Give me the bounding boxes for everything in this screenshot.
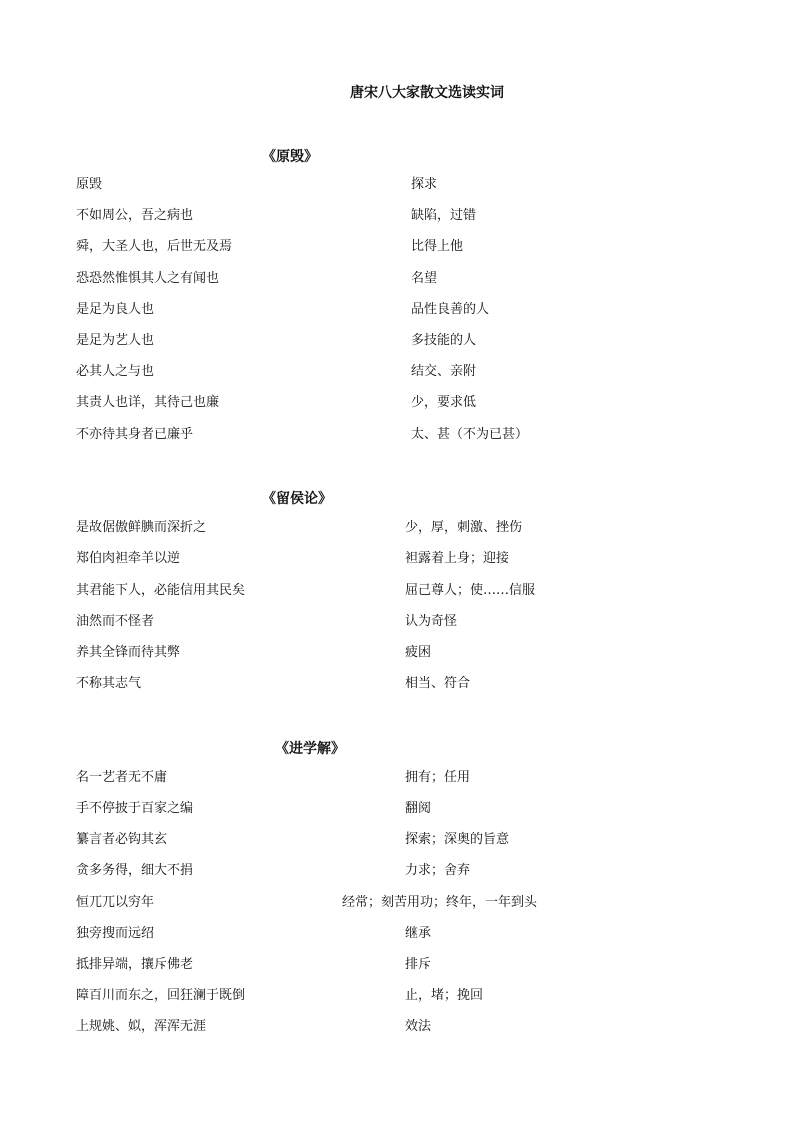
list-item [0,643,794,663]
term: 手不停披于百家之编 [76,801,194,816]
meaning: 品性良善的人 [411,302,490,317]
term: 养其全锋而待其弊 [76,645,181,660]
meaning: 力求；舍弃 [405,863,471,878]
section-heading-jinxuejie: 《进学解》 [275,741,345,757]
list-item [0,861,794,881]
term: 不亦待其身者已廉乎 [76,427,194,442]
meaning: 屈己尊人；使……信服 [405,583,536,598]
list-item [0,612,794,632]
list-item [0,549,794,569]
meaning: 效法 [405,1019,432,1034]
meaning: 多技能的人 [411,333,477,348]
meaning: 止，堵；挽回 [405,988,484,1003]
term: 郑伯肉袒牵羊以逆 [76,551,181,566]
list-item [0,331,794,351]
term: 恐恐然惟惧其人之有闻也 [76,271,220,286]
term: 抵排异端，攘斥佛老 [76,957,194,972]
list-item [0,924,794,944]
meaning: 少，要求低 [411,395,477,410]
meaning: 翻阅 [405,801,432,816]
list-item [0,830,794,850]
list-item [0,206,794,226]
meaning: 探索；深奥的旨意 [405,832,510,847]
meaning: 太、甚（不为已甚） [411,427,529,442]
section-heading-yuanhui: 《原毁》 [262,149,318,165]
list-item [0,955,794,975]
list-item [0,175,794,195]
document-title: 唐宋八大家散文选读实词 [350,85,504,101]
term: 名一艺者无不庸 [76,770,168,785]
list-item [0,986,794,1006]
section-heading-liuhoulun: 《留侯论》 [262,491,332,507]
term: 原毁 [76,177,103,192]
meaning: 探求 [411,177,438,192]
list-item [0,425,794,445]
list-item [0,893,794,913]
term: 其君能下人，必能信用其民矣 [76,583,246,598]
meaning: 疲困 [405,645,432,660]
term: 独旁搜而远绍 [76,926,155,941]
meaning: 缺陷，过错 [411,208,477,223]
term: 是故倨傲鲜腆而深折之 [76,520,207,535]
term: 不称其志气 [76,676,142,691]
term: 油然而不怪者 [76,614,155,629]
meaning: 比得上他 [411,239,464,254]
meaning: 名望 [411,271,438,286]
list-item [0,674,794,694]
list-item [0,269,794,289]
term: 贪多务得，细大不捐 [76,863,194,878]
meaning: 袒露着上身；迎接 [405,551,510,566]
term: 不如周公，吾之病也 [76,208,194,223]
meaning: 继承 [405,926,432,941]
list-item [0,362,794,382]
term: 恒兀兀以穷年 [76,895,155,910]
meaning: 经常；刻苦用功；终年，一年到头 [342,895,538,910]
list-item [0,393,794,413]
list-item [0,799,794,819]
term: 障百川而东之，回狂澜于既倒 [76,988,246,1003]
term: 上规姚、姒，浑浑无涯 [76,1019,207,1034]
meaning: 认为奇怪 [405,614,458,629]
term: 纂言者必钩其玄 [76,832,168,847]
meaning: 排斥 [405,957,432,972]
list-item [0,237,794,257]
list-item [0,768,794,788]
list-item [0,1017,794,1037]
meaning: 相当、符合 [405,676,471,691]
term: 是足为艺人也 [76,333,155,348]
meaning: 拥有；任用 [405,770,471,785]
meaning: 结交、亲附 [411,364,477,379]
list-item [0,518,794,538]
list-item [0,300,794,320]
meaning: 少，厚，刺激、挫伤 [405,520,523,535]
term: 其责人也详，其待己也廉 [76,395,220,410]
list-item [0,581,794,601]
term: 舜，大圣人也，后世无及焉 [76,239,233,254]
term: 必其人之与也 [76,364,155,379]
term: 是足为良人也 [76,302,155,317]
